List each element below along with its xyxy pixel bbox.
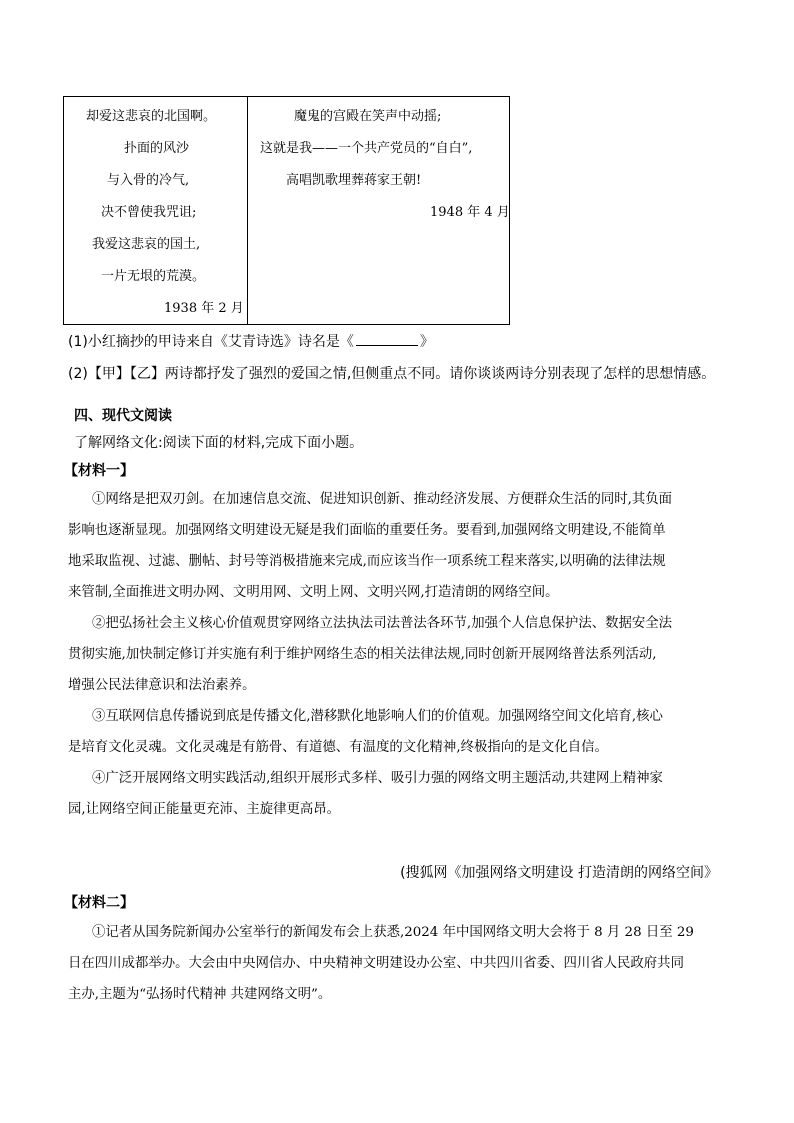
material-1-line: ③互联网信息传播说到底是传播文化,潜移默化地影响人们的价值观。加强网络空间文化培育,核心	[92, 709, 663, 724]
material-1-line: ④广泛开展网络文明实践活动,组织开展形式多样、吸引力强的网络文明主题活动,共建网上精神家	[92, 771, 663, 786]
right-poem-line: 高唱凯歌埋葬蒋家王朝!	[286, 173, 422, 188]
left-poem-line: 与入骨的冷气,	[107, 173, 190, 188]
material-1-line: ②把弘扬社会主义核心价值观贯穿网络立法执法司法普法各环节,加强个人信息保护法、数据安全法	[92, 616, 673, 631]
left-poem-line: 却爱这悲哀的北国啊。	[86, 109, 217, 124]
material-1-line: ①网络是把双刃剑。在加速信息交流、促进知识创新、推动经济发展、方便群众生活的同时,其负面	[92, 492, 673, 507]
section-intro: 了解网络文化:阅读下面的材料,完成下面小题。	[74, 435, 364, 451]
material-2-line: 主办,主题为“弘扬时代精神 共建网络文明”。	[68, 987, 332, 1002]
left-poem-line: 扑面的风沙	[124, 141, 190, 156]
material-1-line: 园,让网络空间正能量更充沛、主旋律更高昂。	[68, 802, 341, 817]
poem-table-divider	[247, 97, 248, 324]
left-poem-line: 决不曾使我咒诅;	[101, 205, 197, 220]
material-1-line: 来管制,全面推进文明办网、文明用网、文明上网、文明兴网,打造清朗的网络空间。	[68, 585, 559, 600]
answer-blank[interactable]	[356, 333, 418, 346]
question-1	[68, 333, 434, 351]
material-1-line: 是培育文化灵魂。文化灵魂是有筋骨、有道德、有温度的文化精神,终极指向的是文化自信。	[68, 740, 608, 755]
section-title: 四、现代文阅读	[74, 408, 172, 424]
material-1-heading: 【材料一】	[64, 463, 134, 479]
material-2-line: 日在四川成都举办。大会由中央网信办、中央精神文明建设办公室、中共四川省委、四川省人民政府共同	[68, 956, 684, 971]
material-1-source: (搜狐网《加强网络文明建设 打造清朗的网络空间》	[400, 865, 718, 881]
right-poem-date: 1948 年 4 月	[430, 205, 510, 220]
question-2: (2)【甲】【乙】两诗都抒发了强烈的爱国之情,但侧重点不同。请你谈谈两诗分别表现了怎样的思想情感。	[68, 366, 716, 382]
question-1-text: (1)小红摘抄的甲诗来自《艾青诗选》诗名是《	[68, 334, 354, 350]
poem-table	[63, 96, 510, 325]
material-1-line: 增强公民法律意识和法治素养。	[68, 678, 256, 693]
left-poem-line: 我爱这悲哀的国土,	[92, 237, 201, 252]
left-poem-date: 1938 年 2 月	[164, 301, 244, 316]
material-1-line: 影响也逐渐显现。加强网络文明建设无疑是我们面临的重要任务。要看到,加强网络文明建设,不能简单	[68, 523, 666, 538]
right-poem-line: 魔鬼的宫殿在笑声中动摇;	[294, 109, 442, 124]
material-2-heading: 【材料二】	[64, 895, 134, 911]
material-1-line: 贯彻实施,加快制定修订并实施有利于维护网络生态的相关法律法规,同时创新开展网络普法系列活动,	[68, 647, 657, 662]
left-poem-line: 一片无垠的荒漠。	[101, 269, 206, 284]
material-2-line: ①记者从国务院新闻办公室举行的新闻发布会上获悉,2024 年中国网络文明大会将于 8 月 28 日至 29	[92, 925, 694, 940]
right-poem-line: 这就是我——一个共产党员的“自白”,	[260, 141, 473, 156]
question-1-end: 》	[419, 334, 434, 350]
material-1-line: 地采取监视、过滤、删帖、封号等消极措施来完成,而应该当作一项系统工程来落实,以明确的法律法规	[68, 554, 666, 569]
